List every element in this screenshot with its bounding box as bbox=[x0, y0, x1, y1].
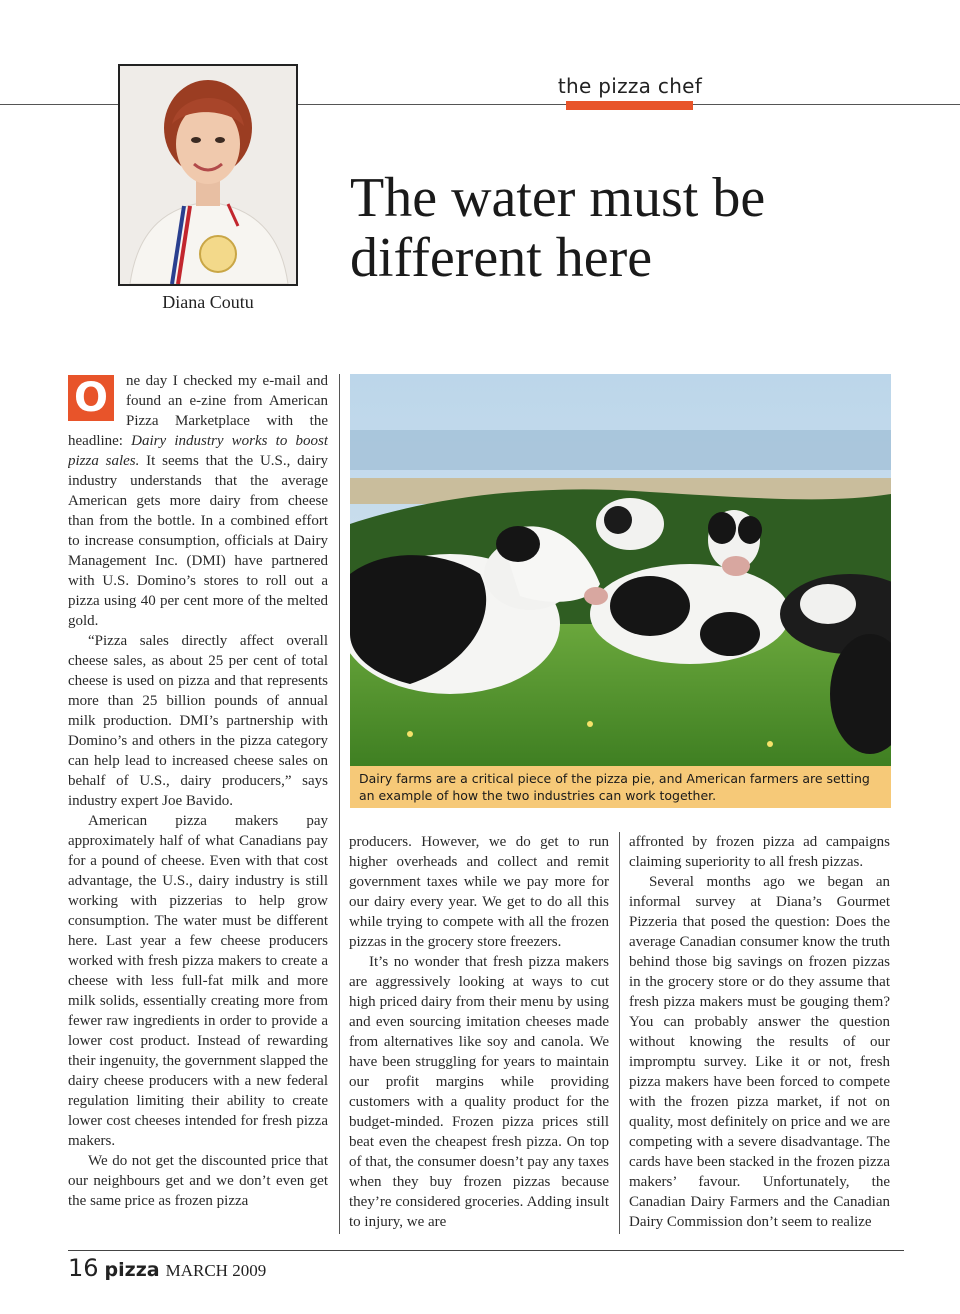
page-footer bbox=[68, 1254, 266, 1282]
column-divider bbox=[619, 832, 620, 1234]
paragraph: American pizza makers pay approximately half of what Canadians pay for a pound of cheese. Even with that cost advantage, the U.S., dairy industry is still working with pizzerias to help grow consumption. The water must be different here. Last year a few cheese producers worked with fresh pizza makers to create a cheese with less full-fat milk and more milk solids, essentially creating more from fewer raw ingredients in order to provide a lower cost product. Instead of rewarding their ingenuity, the government slapped the dairy cheese producers with a new federal regulation limiting their ability to create lower cost cheeses intended for fresh pizza makers. bbox=[68, 813, 328, 1149]
paragraph: It’s no wonder that fresh pizza makers are aggressively looking at ways to cut high priced dairy from their menu by using and even sourcing imitation cheeses made from alternatives like soy and canola. We have been struggling for years to maintain our profit margins while providing customers with a quality product for the budget-minded. Frozen pizza prices still beat even the cheapest fresh pizza. On top of that, the consumer doesn’t pay any taxes when they buy frozen pizzas because they’re considered groceries. Adding insult to injury, we are bbox=[349, 954, 609, 1230]
paragraph: Several months ago we began an informal survey at Diana’s Gourmet Pizzeria that posed the question: Does the average Canadian consumer know the truth behind those big savings on frozen pizzas in the grocery store or do they assume that fresh pizza makers must be gouging them? You can probably answer the question without knowing the results of our impromptu survey. Like it or not, fresh pizza makers have been forced to compete with the frozen pizza market, if not on quality, most definitely on price and we are competing with a severe disadvantage. The cards have been stacked in the frozen pizza makers’ favour. Unfortunately, the Canadian Dairy Farmers and the Canadian Dairy Commission don’t seem to realize bbox=[629, 874, 890, 1230]
paragraph: O ne day I checked my e-mail and found an e-zine from American Pizza Marketplace with the headline: Dairy industry works to boost pizza sales. It seems that the U.S., dairy industry understands that the average American gets more dairy from cheese than from the bottle. In a combined effort to increase consumption, officials at Dairy Management Inc. (DMI) have partnered with U.S. Domino’s stores to roll out a pizza using 40 per cent more of the melted gold. bbox=[68, 373, 328, 629]
page-number: 16 bbox=[68, 1254, 99, 1282]
paragraph: producers. However, we do get to run higher overheads and collect and remit government taxes while we pay more for our dairy every year. We get to do all this while trying to compete with all the frozen pizzas in the grocery store freezers. bbox=[349, 834, 609, 950]
article-headline: The water must be different here bbox=[350, 167, 766, 289]
article-column-3 bbox=[629, 832, 890, 1234]
author-portrait bbox=[118, 64, 298, 286]
photo-caption: Dairy farms are a critical piece of the pizza pie, and American farmers are setting an example of how the two industries can work together. bbox=[350, 766, 891, 808]
author-name: Diana Coutu bbox=[162, 292, 254, 312]
drop-cap: O bbox=[68, 375, 114, 421]
column-divider bbox=[339, 374, 340, 1234]
footer-rule bbox=[68, 1250, 904, 1251]
paragraph: affronted by frozen pizza ad campaigns claiming superiority to all fresh pizzas. bbox=[629, 834, 890, 870]
article-column-1 bbox=[68, 371, 328, 1233]
paragraph: We do not get the discounted price that our neighbours get and we don’t even get the same price as frozen pizza bbox=[68, 1153, 328, 1209]
dairy-cows-photo bbox=[350, 374, 891, 766]
section-accent-bar bbox=[566, 101, 693, 110]
issue-date: MARCH 2009 bbox=[165, 1261, 267, 1280]
section-label: the pizza chef bbox=[557, 74, 703, 98]
dairy-cows-photo-icon bbox=[350, 374, 891, 766]
paragraph: “Pizza sales directly affect overall cheese sales, as about 25 per cent of total cheese is used on pizza and that represents more than 25 billion pounds of annual milk production. DMI’s partnership with Domino’s and others in the pizza category can help lead to increased cheese sales on behalf of U.S., dairy producers,” says industry expert Joe Bavido. bbox=[68, 633, 328, 809]
article-column-2 bbox=[349, 832, 609, 1234]
author-portrait-icon bbox=[120, 66, 296, 284]
magazine-name: pizza bbox=[104, 1259, 160, 1281]
